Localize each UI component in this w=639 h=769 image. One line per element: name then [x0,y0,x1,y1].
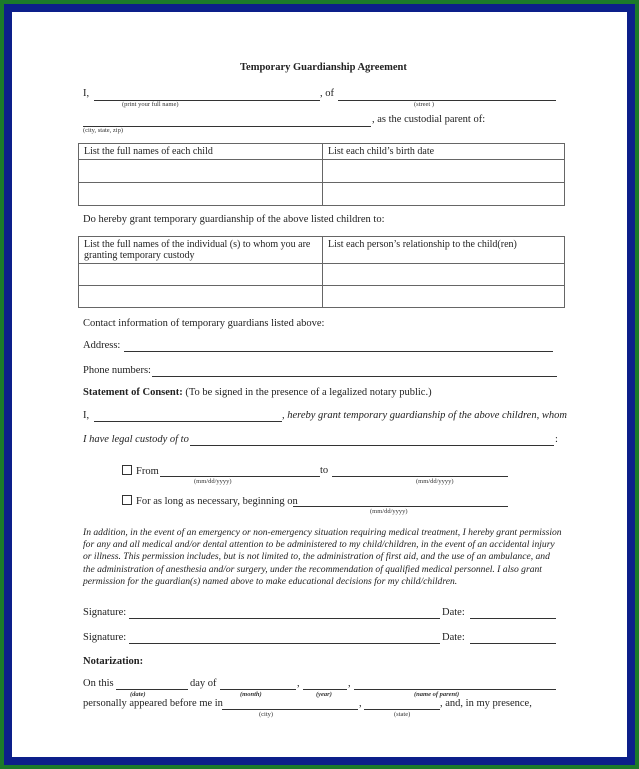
address-label: Address: [83,340,121,351]
page-title: Temporary Guardianship Agreement [240,62,407,73]
date-label: Date: [442,607,465,618]
hint-parent: (name of parent) [414,691,460,698]
contact-heading: Contact information of temporary guardians listed above: [83,318,325,329]
on-this-label: On this [83,678,114,689]
guardians-header-relationship: List each person’s relationship to the child(ren) [323,237,565,264]
document-page [12,12,627,757]
consent-statement [83,387,432,398]
hint-date: (date) [130,691,146,698]
consent-note: (To be signed in the presence of a legalized notary public.) [182,387,432,398]
long-row [122,495,298,507]
long-checkbox[interactable] [122,495,132,505]
signature-field[interactable] [129,618,440,619]
i-prefix: I, [83,88,90,99]
hint-month: (month) [240,691,262,698]
date-field-2[interactable] [470,643,556,644]
legal-custody-text: I have legal custody of to [83,434,189,445]
child-name-cell[interactable] [79,183,323,206]
from-row [122,465,159,477]
beginning-date-field[interactable] [293,506,508,507]
guardian-name-cell[interactable] [79,286,323,308]
signature-label-2: Signature: [83,632,127,643]
to-date-field[interactable] [332,476,508,477]
hint-year: (year) [316,691,332,698]
phone-field[interactable] [152,376,557,377]
child-name-cell[interactable] [79,160,323,183]
year-comma: , [348,678,351,689]
phone-label: Phone numbers: [83,365,151,376]
city-state-zip-field[interactable] [83,126,371,127]
notarization-heading: Notarization: [83,656,144,667]
day-of-label: day of [190,678,217,689]
from-date-field[interactable] [160,476,320,477]
address-field[interactable] [124,351,553,352]
children-header-birthdate: List each child’s birth date [323,144,565,160]
presence-text: , and, in my presence, [440,698,532,709]
from-checkbox[interactable] [122,465,132,475]
guardians-table [78,236,565,308]
hint-street: (street ) [414,101,435,108]
notary-month-field[interactable] [220,689,296,690]
guardian-name-cell[interactable] [79,264,323,286]
notary-state-field[interactable] [364,709,440,710]
guardians-header-names: List the full names of the individual (s) to whom you are granting temporary custody [79,237,323,264]
street-field[interactable] [338,100,556,101]
children-table [78,143,565,206]
long-label: For as long as necessary, beginning on [136,496,298,507]
child-birthdate-cell[interactable] [323,183,565,206]
outer-frame [4,4,635,765]
date-label-2: Date: [442,632,465,643]
notary-day-field[interactable] [116,689,188,690]
guardian-relationship-cell[interactable] [323,286,565,308]
month-comma: , [297,678,300,689]
hint-city: (city) [259,711,274,718]
grant-text: Do hereby grant temporary guardianship of the above listed children to: [83,214,385,225]
custodial-parent-text: , as the custodial parent of: [372,114,486,125]
signature-field-2[interactable] [129,643,440,644]
notary-parent-field[interactable] [354,689,556,690]
consent-i-prefix: I, [83,410,90,421]
notary-city-field[interactable] [222,709,358,710]
hint-state: (state) [394,711,411,718]
consent-name-field[interactable] [94,421,282,422]
medical-permission-paragraph: In addition, in the event of an emergency or non-emergency situation requiring medical treatment, I hereby grant permission for any and all medical and/or dental attention to be administered to my child/children, in the event of an accidental injury or illness. This permission includes, but is not limited to, the administration of first aid, and the use of an ambulance, and the administration of anesthesia and/or surgery, under the recommendation of qualified medical personnel. I also grant permission for the guardian(s) named above to make educational decisions for my child/children. [83,527,562,587]
custody-to-field[interactable] [190,445,554,446]
consent-grant-text: , hereby grant temporary guardianship of the above children, whom [282,410,567,421]
guardian-relationship-cell[interactable] [323,264,565,286]
to-label: to [320,465,329,476]
hint-from-date: (mm/dd/yyyy) [194,478,232,485]
children-header-names: List the full names of each child [79,144,323,160]
hint-full-name: (print your full name) [122,101,179,108]
signature-label: Signature: [83,607,127,618]
from-label: From [136,466,159,477]
date-field[interactable] [470,618,556,619]
appeared-text: personally appeared before me in [83,698,223,709]
city-comma: , [359,698,362,709]
child-birthdate-cell[interactable] [323,160,565,183]
hint-city-state-zip: (city, state, zip) [83,127,124,134]
notary-year-field[interactable] [303,689,347,690]
of-label: , of [320,88,334,99]
hint-beginning-date: (mm/dd/yyyy) [370,508,408,515]
consent-heading: Statement of Consent: [83,387,183,398]
custody-colon: : [555,434,558,445]
hint-to-date: (mm/dd/yyyy) [416,478,454,485]
